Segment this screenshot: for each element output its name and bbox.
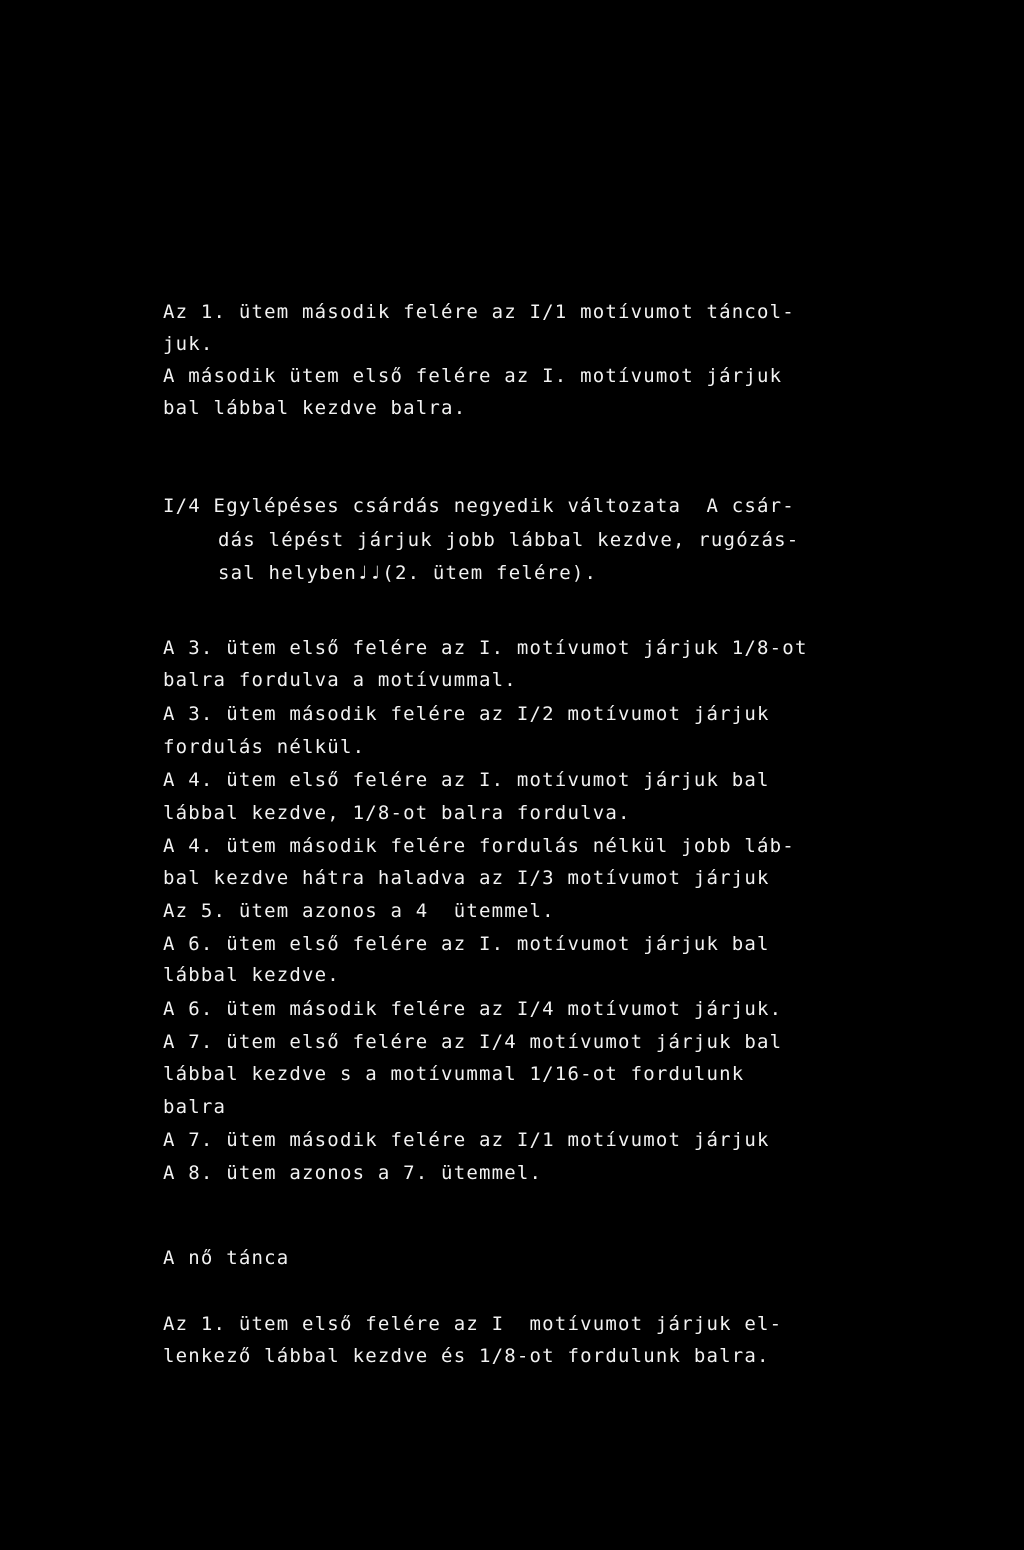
- text-line: sal helyben♩♩(2. ütem felére).: [218, 562, 598, 584]
- text-line: lábbal kezdve s a motívummal 1/16-ot fordulunk: [163, 1063, 745, 1085]
- text-line: A 3. ütem második felére az I/2 motívumot járjuk: [163, 703, 770, 725]
- text-line: A 7. ütem második felére az I/1 motívumot járjuk: [163, 1129, 770, 1151]
- section-heading: A nő tánca: [163, 1247, 290, 1269]
- text-line: lenkező lábbal kezdve és 1/8-ot fordulunk balra.: [163, 1345, 770, 1367]
- text-line: Az 5. ütem azonos a 4 ütemmel.: [163, 900, 555, 922]
- text-line: juk.: [163, 333, 214, 355]
- text-line: A 7. ütem első felére az I/4 motívumot járjuk bal: [163, 1031, 783, 1053]
- motif-heading: I/4 Egylépéses csárdás negyedik változata A csár-: [163, 495, 795, 517]
- text-line: A 3. ütem első felére az I. motívumot járjuk 1/8-ot: [163, 637, 808, 659]
- text-line: balra fordulva a motívummal.: [163, 669, 517, 691]
- text-line: lábbal kezdve, 1/8-ot balra fordulva.: [163, 802, 631, 824]
- text-line: A 8. ütem azonos a 7. ütemmel.: [163, 1162, 543, 1184]
- text-line: lábbal kezdve.: [163, 964, 340, 986]
- text-line: A 6. ütem első felére az I. motívumot járjuk bal: [163, 933, 770, 955]
- text-line: bal lábbal kezdve balra.: [163, 397, 467, 419]
- text-line: fordulás nélkül.: [163, 736, 366, 758]
- text-line: A második ütem első felére az I. motívumot járjuk: [163, 365, 783, 387]
- text-line: Az 1. ütem második felére az I/1 motívumot táncol-: [163, 301, 795, 323]
- text-line: A 4. ütem második felére fordulás nélkül jobb láb-: [163, 835, 795, 857]
- text-line: A 6. ütem második felére az I/4 motívumot járjuk.: [163, 998, 783, 1020]
- text-line: bal kezdve hátra haladva az I/3 motívumot járjuk: [163, 867, 770, 889]
- text-line: Az 1. ütem első felére az I motívumot járjuk el-: [163, 1313, 783, 1335]
- text-line: dás lépést járjuk jobb lábbal kezdve, rugózás-: [218, 529, 800, 551]
- text-line: balra: [163, 1096, 227, 1118]
- text-line: A 4. ütem első felére az I. motívumot járjuk bal: [163, 769, 770, 791]
